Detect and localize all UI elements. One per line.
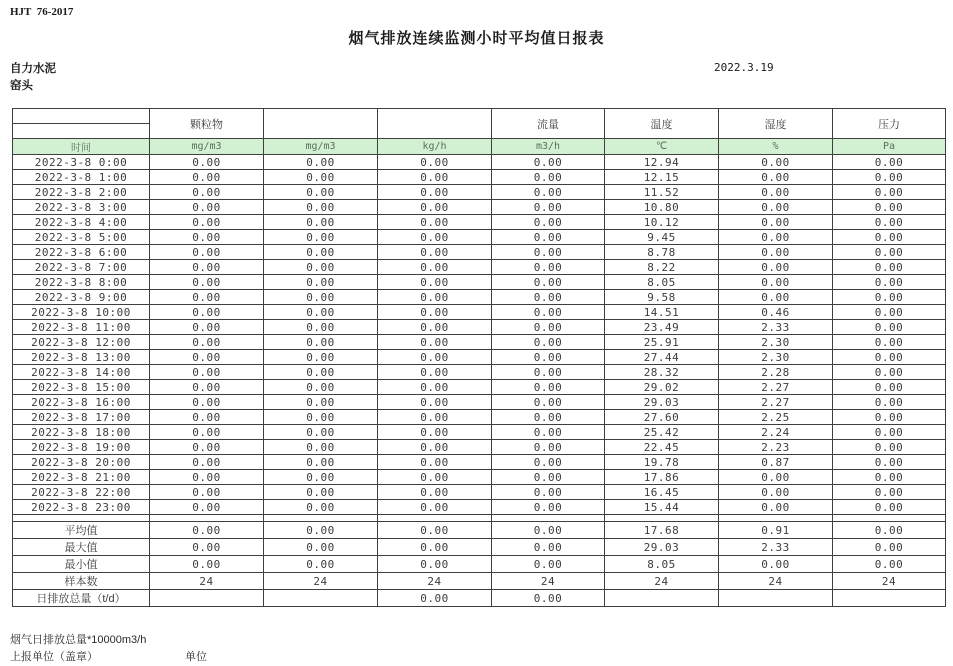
- summary-row: [13, 573, 946, 590]
- value-cell: 0.00: [150, 245, 264, 260]
- summary-value-cell: 0.00: [492, 556, 605, 573]
- summary-value-cell: 0.00: [378, 539, 492, 556]
- value-cell: 0.00: [833, 485, 946, 500]
- summary-value-cell: 24: [833, 573, 946, 590]
- value-cell: 23.49: [605, 320, 719, 335]
- report-title: 烟气排放连续监测小时平均值日报表: [348, 30, 605, 47]
- unit-cell-kgh: kg/h: [378, 139, 492, 155]
- value-cell: 0.00: [150, 500, 264, 515]
- value-cell: 9.58: [605, 290, 719, 305]
- value-cell: 0.00: [150, 320, 264, 335]
- value-cell: 0.00: [833, 170, 946, 185]
- value-cell: 2.27: [719, 395, 833, 410]
- value-cell: 0.00: [264, 185, 378, 200]
- value-cell: 0.00: [264, 470, 378, 485]
- table-row: [13, 215, 946, 230]
- value-cell: 0.00: [492, 365, 605, 380]
- value-cell: 0.00: [378, 350, 492, 365]
- header-cell-humidity: 湿度: [719, 109, 833, 139]
- value-cell: 0.00: [492, 215, 605, 230]
- value-cell: 0.00: [833, 500, 946, 515]
- value-cell: 0.00: [719, 155, 833, 170]
- value-cell: 0.00: [150, 215, 264, 230]
- unit-cell-celsius: ℃: [605, 139, 719, 155]
- summary-label-cell: 日排放总量（t/d）: [13, 590, 150, 607]
- value-cell: 0.00: [378, 290, 492, 305]
- value-cell: 0.00: [492, 200, 605, 215]
- value-cell: 0.00: [264, 395, 378, 410]
- value-cell: 0.00: [264, 155, 378, 170]
- table-row: [13, 440, 946, 455]
- value-cell: 0.00: [833, 185, 946, 200]
- summary-value-cell: 0.00: [833, 522, 946, 539]
- value-cell: 0.00: [833, 335, 946, 350]
- value-cell: 0.00: [492, 440, 605, 455]
- value-cell: 0.00: [378, 410, 492, 425]
- value-cell: 0.00: [264, 485, 378, 500]
- value-cell: 0.00: [719, 260, 833, 275]
- value-cell: 14.51: [605, 305, 719, 320]
- value-cell: 0.00: [264, 335, 378, 350]
- value-cell: 2.33: [719, 320, 833, 335]
- value-cell: 8.78: [605, 245, 719, 260]
- value-cell: 0.00: [833, 395, 946, 410]
- value-cell: 0.00: [150, 395, 264, 410]
- value-cell: 0.00: [719, 290, 833, 305]
- summary-value-cell: [150, 590, 264, 607]
- summary-row: [13, 522, 946, 539]
- summary-value-cell: 0.00: [264, 539, 378, 556]
- value-cell: 0.00: [492, 245, 605, 260]
- summary-value-cell: [719, 590, 833, 607]
- value-cell: 0.00: [492, 380, 605, 395]
- value-cell: 0.00: [719, 230, 833, 245]
- value-cell: 2.30: [719, 350, 833, 365]
- summary-value-cell: 24: [150, 573, 264, 590]
- summary-value-cell: 0.00: [264, 522, 378, 539]
- value-cell: 10.12: [605, 215, 719, 230]
- empty-cell: [719, 515, 833, 522]
- time-cell: 2022-3-8 15:00: [13, 380, 150, 395]
- value-cell: 0.00: [378, 170, 492, 185]
- value-cell: 0.00: [378, 155, 492, 170]
- time-cell: 2022-3-8 19:00: [13, 440, 150, 455]
- value-cell: 0.00: [378, 260, 492, 275]
- header-cell-particulate: 颗粒物: [150, 109, 264, 139]
- header-cell-empty: [264, 109, 378, 139]
- table-row: [13, 425, 946, 440]
- value-cell: 0.00: [378, 500, 492, 515]
- table-row: [13, 365, 946, 380]
- value-cell: 0.00: [150, 275, 264, 290]
- value-cell: 0.00: [378, 470, 492, 485]
- value-cell: 0.00: [264, 230, 378, 245]
- table-row: [13, 230, 946, 245]
- value-cell: 19.78: [605, 455, 719, 470]
- value-cell: 0.00: [833, 245, 946, 260]
- value-cell: 0.00: [264, 365, 378, 380]
- value-cell: 0.00: [378, 305, 492, 320]
- value-cell: 2.28: [719, 365, 833, 380]
- value-cell: 0.00: [150, 200, 264, 215]
- time-cell: 2022-3-8 12:00: [13, 335, 150, 350]
- company-name: 自力水泥: [10, 63, 56, 75]
- time-cell: 2022-3-8 14:00: [13, 365, 150, 380]
- empty-cell: [13, 515, 150, 522]
- value-cell: 0.00: [150, 155, 264, 170]
- value-cell: 0.00: [833, 455, 946, 470]
- value-cell: 16.45: [605, 485, 719, 500]
- value-cell: 0.00: [492, 335, 605, 350]
- table-row: [13, 200, 946, 215]
- value-cell: 2.30: [719, 335, 833, 350]
- summary-row: [13, 556, 946, 573]
- time-cell: 2022-3-8 4:00: [13, 215, 150, 230]
- header-cell-empty: [13, 109, 150, 124]
- value-cell: 0.00: [264, 260, 378, 275]
- table-row: [13, 455, 946, 470]
- report-date: 2022.3.19: [714, 61, 774, 74]
- value-cell: 0.00: [378, 215, 492, 230]
- summary-value-cell: 2.33: [719, 539, 833, 556]
- value-cell: 0.00: [378, 245, 492, 260]
- value-cell: 0.00: [264, 380, 378, 395]
- table-row: [13, 395, 946, 410]
- summary-value-cell: 17.68: [605, 522, 719, 539]
- value-cell: 0.00: [833, 155, 946, 170]
- header-cell-empty: [378, 109, 492, 139]
- value-cell: 0.00: [492, 305, 605, 320]
- value-cell: 0.00: [833, 290, 946, 305]
- value-cell: 2.23: [719, 440, 833, 455]
- value-cell: 0.00: [719, 275, 833, 290]
- time-cell: 2022-3-8 18:00: [13, 425, 150, 440]
- time-cell: 2022-3-8 5:00: [13, 230, 150, 245]
- value-cell: 0.00: [150, 305, 264, 320]
- summary-label-cell: 最大值: [13, 539, 150, 556]
- value-cell: 0.00: [264, 500, 378, 515]
- time-cell: 2022-3-8 6:00: [13, 245, 150, 260]
- value-cell: 0.00: [150, 230, 264, 245]
- footer-total-note: 烟气日排放总量*10000m3/h: [10, 634, 147, 646]
- value-cell: 0.00: [492, 260, 605, 275]
- summary-value-cell: 0.00: [150, 556, 264, 573]
- value-cell: 0.00: [492, 350, 605, 365]
- time-cell: 2022-3-8 8:00: [13, 275, 150, 290]
- summary-value-cell: [264, 590, 378, 607]
- value-cell: 0.00: [150, 380, 264, 395]
- value-cell: 0.00: [264, 350, 378, 365]
- value-cell: 0.00: [833, 350, 946, 365]
- table-row: [13, 155, 946, 170]
- summary-value-cell: 24: [264, 573, 378, 590]
- value-cell: 0.00: [150, 440, 264, 455]
- summary-label-cell: 最小值: [13, 556, 150, 573]
- value-cell: 0.00: [150, 365, 264, 380]
- value-cell: 0.00: [150, 335, 264, 350]
- header-cell-empty: [13, 124, 150, 139]
- value-cell: 0.00: [150, 185, 264, 200]
- value-cell: 0.00: [378, 365, 492, 380]
- value-cell: 12.94: [605, 155, 719, 170]
- value-cell: 0.00: [378, 230, 492, 245]
- value-cell: 0.00: [492, 185, 605, 200]
- summary-value-cell: 0.91: [719, 522, 833, 539]
- value-cell: 0.00: [378, 380, 492, 395]
- time-cell: 2022-3-8 13:00: [13, 350, 150, 365]
- value-cell: 29.02: [605, 380, 719, 395]
- table-row: [13, 350, 946, 365]
- value-cell: 0.00: [492, 320, 605, 335]
- value-cell: 0.00: [378, 425, 492, 440]
- value-cell: 0.00: [264, 305, 378, 320]
- value-cell: 0.00: [492, 395, 605, 410]
- time-cell: 2022-3-8 23:00: [13, 500, 150, 515]
- doc-code: HJT 76-2017: [10, 6, 74, 18]
- value-cell: 0.00: [150, 350, 264, 365]
- value-cell: 0.00: [492, 290, 605, 305]
- summary-value-cell: 0.00: [719, 556, 833, 573]
- time-cell: 2022-3-8 21:00: [13, 470, 150, 485]
- time-cell: 2022-3-8 11:00: [13, 320, 150, 335]
- unit-cell-mgm3: mg/m3: [150, 139, 264, 155]
- value-cell: 0.00: [378, 185, 492, 200]
- value-cell: 8.05: [605, 275, 719, 290]
- value-cell: 0.00: [378, 395, 492, 410]
- summary-value-cell: 8.05: [605, 556, 719, 573]
- summary-value-cell: 0.00: [150, 522, 264, 539]
- table-row: [13, 485, 946, 500]
- value-cell: 0.00: [833, 260, 946, 275]
- time-cell: 2022-3-8 10:00: [13, 305, 150, 320]
- unit-cell-mgm3: mg/m3: [264, 139, 378, 155]
- summary-value-cell: 0.00: [150, 539, 264, 556]
- summary-value-cell: 0.00: [833, 556, 946, 573]
- summary-value-cell: 24: [719, 573, 833, 590]
- value-cell: 0.00: [719, 185, 833, 200]
- value-cell: 0.00: [264, 410, 378, 425]
- summary-value-cell: 24: [378, 573, 492, 590]
- table-row: [13, 320, 946, 335]
- value-cell: 8.22: [605, 260, 719, 275]
- value-cell: 0.00: [719, 200, 833, 215]
- value-cell: 0.00: [264, 245, 378, 260]
- value-cell: 0.00: [378, 440, 492, 455]
- table-row: [13, 500, 946, 515]
- time-cell: 2022-3-8 1:00: [13, 170, 150, 185]
- value-cell: 11.52: [605, 185, 719, 200]
- empty-cell: [492, 515, 605, 522]
- table-row: [13, 290, 946, 305]
- empty-cell: [264, 515, 378, 522]
- value-cell: 25.42: [605, 425, 719, 440]
- summary-value-cell: [833, 590, 946, 607]
- time-cell: 2022-3-8 0:00: [13, 155, 150, 170]
- value-cell: 0.00: [492, 170, 605, 185]
- value-cell: 0.87: [719, 455, 833, 470]
- value-cell: 0.00: [719, 170, 833, 185]
- value-cell: 0.00: [492, 500, 605, 515]
- value-cell: 0.00: [378, 485, 492, 500]
- time-cell: 2022-3-8 2:00: [13, 185, 150, 200]
- value-cell: 0.00: [378, 455, 492, 470]
- unit-cell-percent: %: [719, 139, 833, 155]
- value-cell: 0.00: [264, 440, 378, 455]
- time-cell: 2022-3-8 17:00: [13, 410, 150, 425]
- value-cell: 9.45: [605, 230, 719, 245]
- value-cell: 0.00: [833, 230, 946, 245]
- summary-value-cell: 0.00: [492, 590, 605, 607]
- table-row: [13, 335, 946, 350]
- summary-row: [13, 590, 946, 607]
- table-row: [13, 410, 946, 425]
- value-cell: 0.00: [833, 470, 946, 485]
- value-cell: 0.00: [492, 425, 605, 440]
- unit-cell-time: 时间: [13, 139, 150, 155]
- summary-value-cell: 0.00: [492, 539, 605, 556]
- value-cell: 0.00: [719, 485, 833, 500]
- time-cell: 2022-3-8 7:00: [13, 260, 150, 275]
- value-cell: 0.00: [150, 410, 264, 425]
- value-cell: 0.00: [378, 335, 492, 350]
- value-cell: 0.00: [150, 170, 264, 185]
- value-cell: 0.00: [378, 320, 492, 335]
- summary-label-cell: 平均值: [13, 522, 150, 539]
- value-cell: 0.00: [150, 455, 264, 470]
- unit-header-row: [13, 139, 946, 155]
- empty-cell: [833, 515, 946, 522]
- value-cell: 0.00: [833, 380, 946, 395]
- summary-value-cell: 0.00: [833, 539, 946, 556]
- value-cell: 0.00: [264, 425, 378, 440]
- table-row: [13, 305, 946, 320]
- value-cell: 0.00: [264, 215, 378, 230]
- value-cell: 0.00: [378, 275, 492, 290]
- header-cell-pressure: 压力: [833, 109, 946, 139]
- value-cell: 28.32: [605, 365, 719, 380]
- value-cell: 29.03: [605, 395, 719, 410]
- value-cell: 0.00: [719, 500, 833, 515]
- footer-unit-label: 单位: [185, 651, 207, 663]
- value-cell: 0.00: [378, 200, 492, 215]
- empty-cell: [150, 515, 264, 522]
- value-cell: 0.00: [833, 275, 946, 290]
- table-row: [13, 170, 946, 185]
- time-cell: 2022-3-8 9:00: [13, 290, 150, 305]
- value-cell: 0.00: [492, 410, 605, 425]
- summary-value-cell: [605, 590, 719, 607]
- value-cell: 25.91: [605, 335, 719, 350]
- summary-value-cell: 0.00: [378, 556, 492, 573]
- value-cell: 0.00: [833, 200, 946, 215]
- time-cell: 2022-3-8 3:00: [13, 200, 150, 215]
- table-row: [13, 260, 946, 275]
- table-row: [13, 185, 946, 200]
- value-cell: 0.00: [833, 320, 946, 335]
- value-cell: 0.00: [264, 275, 378, 290]
- table-row: [13, 470, 946, 485]
- value-cell: 0.00: [264, 290, 378, 305]
- value-cell: 0.00: [492, 275, 605, 290]
- value-cell: 0.00: [833, 215, 946, 230]
- summary-value-cell: 0.00: [378, 590, 492, 607]
- value-cell: 0.00: [264, 200, 378, 215]
- summary-value-cell: 0.00: [378, 522, 492, 539]
- value-cell: 0.00: [492, 455, 605, 470]
- spacer-row: [13, 515, 946, 522]
- header-cell-flow: 流量: [492, 109, 605, 139]
- value-cell: 0.00: [150, 290, 264, 305]
- value-cell: 12.15: [605, 170, 719, 185]
- value-cell: 0.00: [150, 260, 264, 275]
- value-cell: 2.24: [719, 425, 833, 440]
- table-row: [13, 245, 946, 260]
- value-cell: 0.00: [264, 170, 378, 185]
- summary-value-cell: 0.00: [492, 522, 605, 539]
- value-cell: 2.27: [719, 380, 833, 395]
- value-cell: 0.00: [719, 470, 833, 485]
- time-cell: 2022-3-8 16:00: [13, 395, 150, 410]
- summary-value-cell: 24: [605, 573, 719, 590]
- value-cell: 0.00: [150, 425, 264, 440]
- value-cell: 0.00: [150, 470, 264, 485]
- value-cell: 2.25: [719, 410, 833, 425]
- header-cell-temperature: 温度: [605, 109, 719, 139]
- summary-value-cell: 0.00: [264, 556, 378, 573]
- summary-value-cell: 24: [492, 573, 605, 590]
- time-cell: 2022-3-8 20:00: [13, 455, 150, 470]
- value-cell: 0.00: [833, 410, 946, 425]
- value-cell: 0.00: [264, 320, 378, 335]
- unit-cell-m3h: m3/h: [492, 139, 605, 155]
- value-cell: 27.44: [605, 350, 719, 365]
- summary-row: [13, 539, 946, 556]
- value-cell: 0.00: [719, 215, 833, 230]
- value-cell: 0.46: [719, 305, 833, 320]
- footer-report-unit-label: 上报单位（盖章）: [10, 651, 98, 663]
- value-cell: 15.44: [605, 500, 719, 515]
- value-cell: 22.45: [605, 440, 719, 455]
- group-header-row: [13, 109, 946, 124]
- value-cell: 0.00: [833, 425, 946, 440]
- value-cell: 0.00: [833, 440, 946, 455]
- table-row: [13, 275, 946, 290]
- summary-value-cell: 29.03: [605, 539, 719, 556]
- value-cell: 27.60: [605, 410, 719, 425]
- value-cell: 0.00: [492, 485, 605, 500]
- value-cell: 0.00: [492, 155, 605, 170]
- value-cell: 0.00: [150, 485, 264, 500]
- value-cell: 0.00: [492, 230, 605, 245]
- value-cell: 17.86: [605, 470, 719, 485]
- value-cell: 0.00: [833, 365, 946, 380]
- value-cell: 0.00: [833, 305, 946, 320]
- value-cell: 0.00: [264, 455, 378, 470]
- report-table: [12, 108, 946, 607]
- location-name: 窑头: [10, 80, 33, 92]
- empty-cell: [605, 515, 719, 522]
- value-cell: 0.00: [719, 245, 833, 260]
- value-cell: 0.00: [492, 470, 605, 485]
- unit-cell-pa: Pa: [833, 139, 946, 155]
- time-cell: 2022-3-8 22:00: [13, 485, 150, 500]
- value-cell: 10.80: [605, 200, 719, 215]
- table-row: [13, 380, 946, 395]
- summary-label-cell: 样本数: [13, 573, 150, 590]
- empty-cell: [378, 515, 492, 522]
